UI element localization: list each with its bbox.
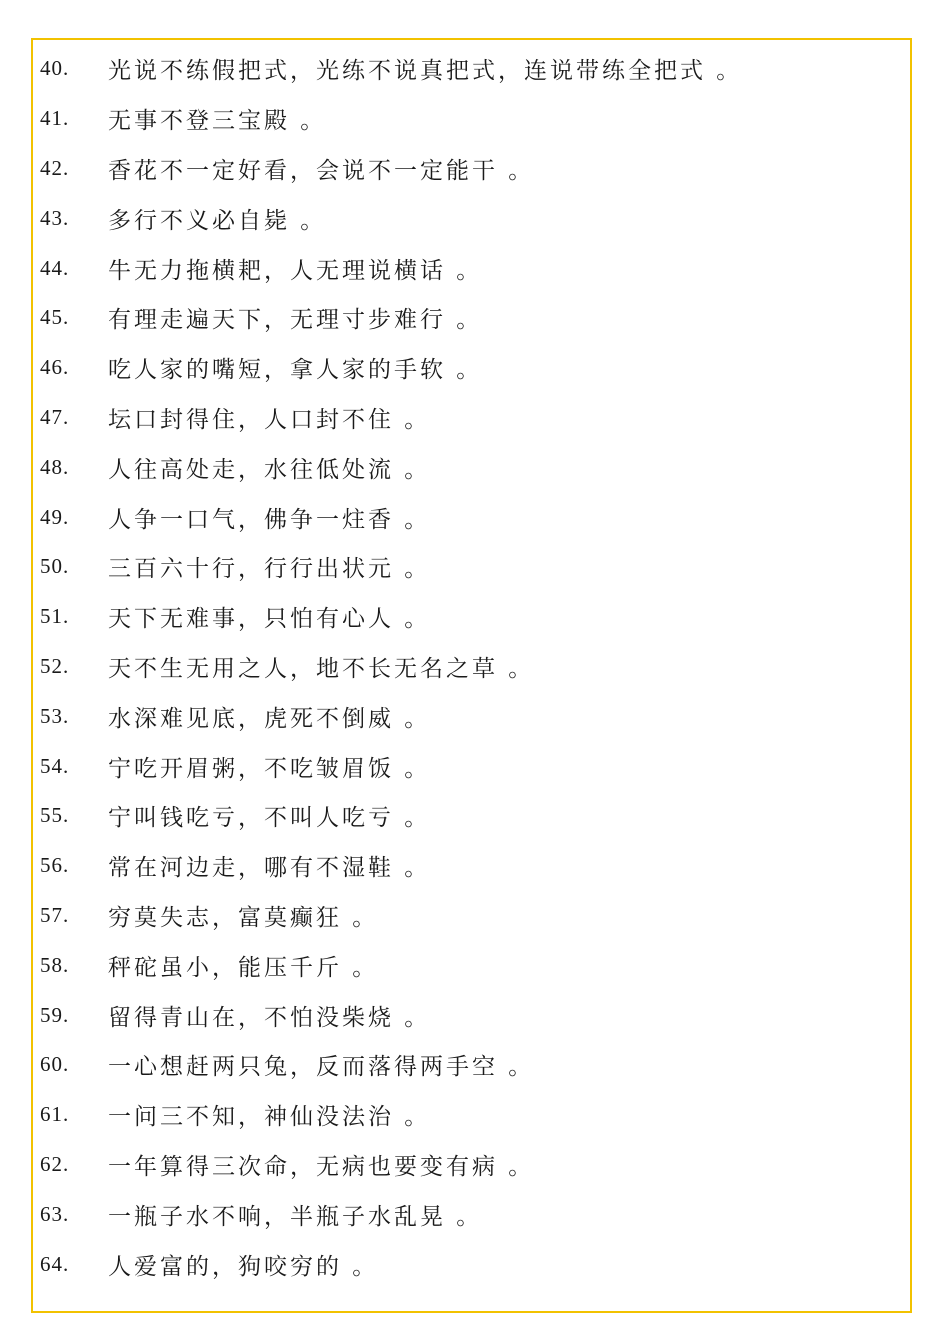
proverb-text: 一心想赶两只兔，反而落得两手空 。 <box>108 1054 535 1081</box>
proverb-text: 一瓶子水不响，半瓶子水乱晃 。 <box>108 1203 483 1230</box>
proverb-text: 香花不一定好看，会说不一定能干 。 <box>108 157 535 184</box>
proverb-text: 坛口封得住，人口封不住 。 <box>108 406 431 433</box>
list-item <box>40 1090 900 1140</box>
item-number: 55. <box>40 803 70 828</box>
item-number: 45. <box>40 305 70 330</box>
list-item <box>40 841 900 891</box>
proverb-text: 秤砣虽小，能压千斤 。 <box>108 954 379 981</box>
list-item <box>40 542 900 592</box>
proverb-text: 天下无难事，只怕有心人 。 <box>108 606 431 633</box>
proverb-text: 宁吃开眉粥，不吃皱眉饭 。 <box>108 755 431 782</box>
list-item <box>40 1189 900 1239</box>
item-number: 48. <box>40 454 70 479</box>
proverb-text: 宁叫钱吃亏，不叫人吃亏 。 <box>108 805 431 832</box>
item-number: 50. <box>40 554 70 579</box>
item-number: 49. <box>40 504 70 529</box>
proverb-text: 三百六十行，行行出状元 。 <box>108 556 431 583</box>
proverb-text: 人爱富的，狗咬穷的 。 <box>108 1253 379 1280</box>
item-number: 61. <box>40 1102 70 1127</box>
list-item <box>40 1040 900 1090</box>
list-item <box>40 990 900 1040</box>
list-item <box>40 393 900 443</box>
item-number: 58. <box>40 952 70 977</box>
item-number: 40. <box>40 56 70 81</box>
item-number: 52. <box>40 653 70 678</box>
item-number: 43. <box>40 205 70 230</box>
proverb-text: 吃人家的嘴短，拿人家的手软 。 <box>108 357 483 384</box>
proverb-text: 光说不练假把式，光练不说真把式，连说带练全把式 。 <box>108 58 743 85</box>
proverb-text: 无事不登三宝殿 。 <box>108 108 327 135</box>
proverb-text: 多行不义必自毙 。 <box>108 207 327 234</box>
list-item <box>40 1239 900 1289</box>
list-item <box>40 442 900 492</box>
item-number: 62. <box>40 1151 70 1176</box>
list-item <box>40 891 900 941</box>
item-number: 53. <box>40 703 70 728</box>
item-number: 60. <box>40 1052 70 1077</box>
proverb-text: 人争一口气，佛争一炷香 。 <box>108 506 431 533</box>
list-item <box>40 144 900 194</box>
list-item <box>40 642 900 692</box>
item-number: 41. <box>40 106 70 131</box>
item-number: 51. <box>40 604 70 629</box>
list-item <box>40 691 900 741</box>
item-number: 54. <box>40 753 70 778</box>
list-item <box>40 741 900 791</box>
list-item <box>40 592 900 642</box>
proverb-text: 天不生无用之人，地不长无名之草 。 <box>108 655 535 682</box>
list-item <box>40 1140 900 1190</box>
item-number: 63. <box>40 1201 70 1226</box>
item-number: 47. <box>40 404 70 429</box>
list-item <box>40 193 900 243</box>
item-number: 57. <box>40 902 70 927</box>
list-item <box>40 243 900 293</box>
item-number: 56. <box>40 853 70 878</box>
item-number: 64. <box>40 1251 70 1276</box>
list-item <box>40 44 900 94</box>
list-item <box>40 343 900 393</box>
item-number: 59. <box>40 1002 70 1027</box>
proverb-text: 一年算得三次命，无病也要变有病 。 <box>108 1153 535 1180</box>
proverb-text: 穷莫失志，富莫癫狂 。 <box>108 904 379 931</box>
proverb-text: 牛无力拖横耙，人无理说横话 。 <box>108 257 483 284</box>
proverb-text: 有理走遍天下，无理寸步难行 。 <box>108 307 483 334</box>
proverb-text: 人往高处走，水往低处流 。 <box>108 456 431 483</box>
list-item <box>40 940 900 990</box>
proverb-text: 常在河边走，哪有不湿鞋 。 <box>108 855 431 882</box>
list-item <box>40 791 900 841</box>
proverb-text: 水深难见底，虎死不倒威 。 <box>108 705 431 732</box>
proverb-text: 留得青山在，不怕没柴烧 。 <box>108 1004 431 1031</box>
proverb-text: 一问三不知，神仙没法治 。 <box>108 1104 431 1131</box>
proverb-list <box>40 44 900 1289</box>
item-number: 46. <box>40 355 70 380</box>
list-item <box>40 492 900 542</box>
list-item <box>40 94 900 144</box>
list-item <box>40 293 900 343</box>
item-number: 42. <box>40 155 70 180</box>
item-number: 44. <box>40 255 70 280</box>
